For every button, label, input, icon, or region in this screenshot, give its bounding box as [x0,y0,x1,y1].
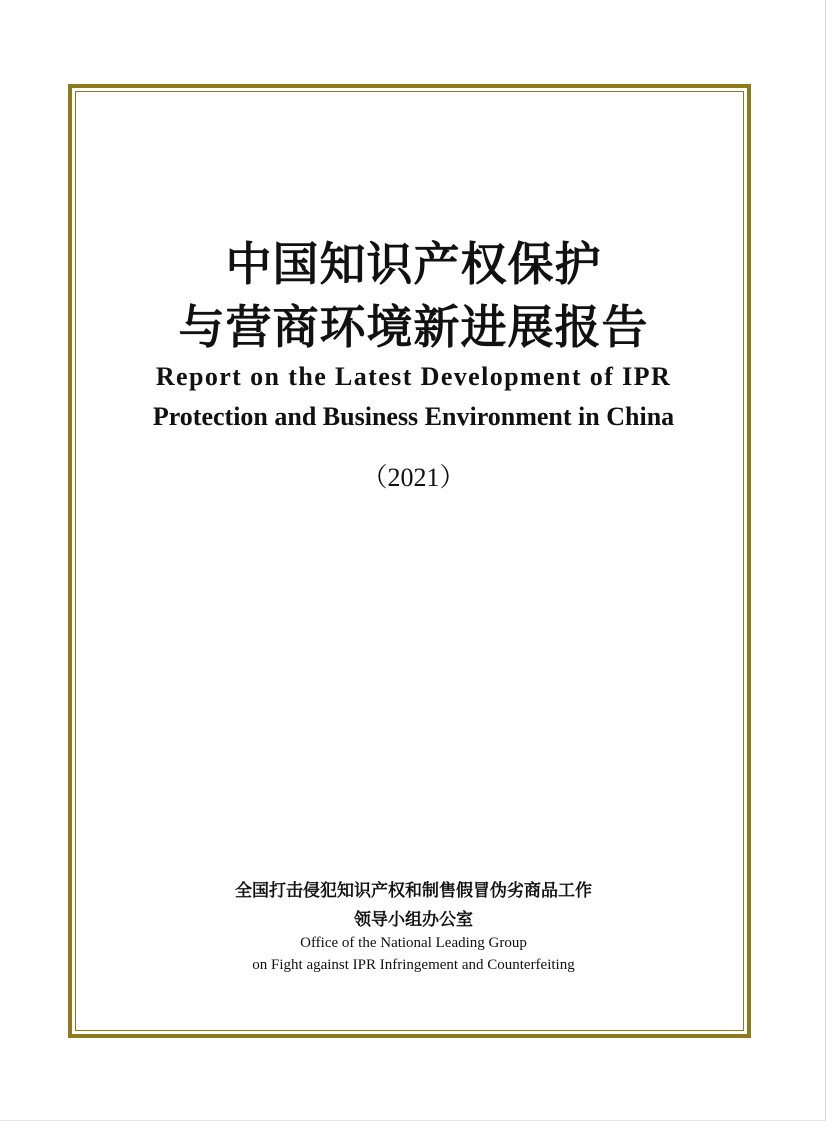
report-year: （2021） [361,463,466,492]
title-chinese-line-2: 与营商环境新进展报告 [178,300,649,354]
title-english-line-1: Report on the Latest Development of IPR [155,362,672,391]
publisher-chinese-line-2: 领导小组办公室 [354,910,473,930]
publisher-chinese-line-1: 全国打击侵犯知识产权和制售假冒伪劣商品工作 [235,881,592,901]
publisher-english-line-1: Office of the National Leading Group [300,935,527,951]
title-chinese-line-1: 中国知识产权保护 [225,237,602,291]
publisher-english-line-2: on Fight against IPR Infringement and Counterfeiting [252,957,575,973]
title-english-line-2: Protection and Business Environment in China [152,402,675,431]
